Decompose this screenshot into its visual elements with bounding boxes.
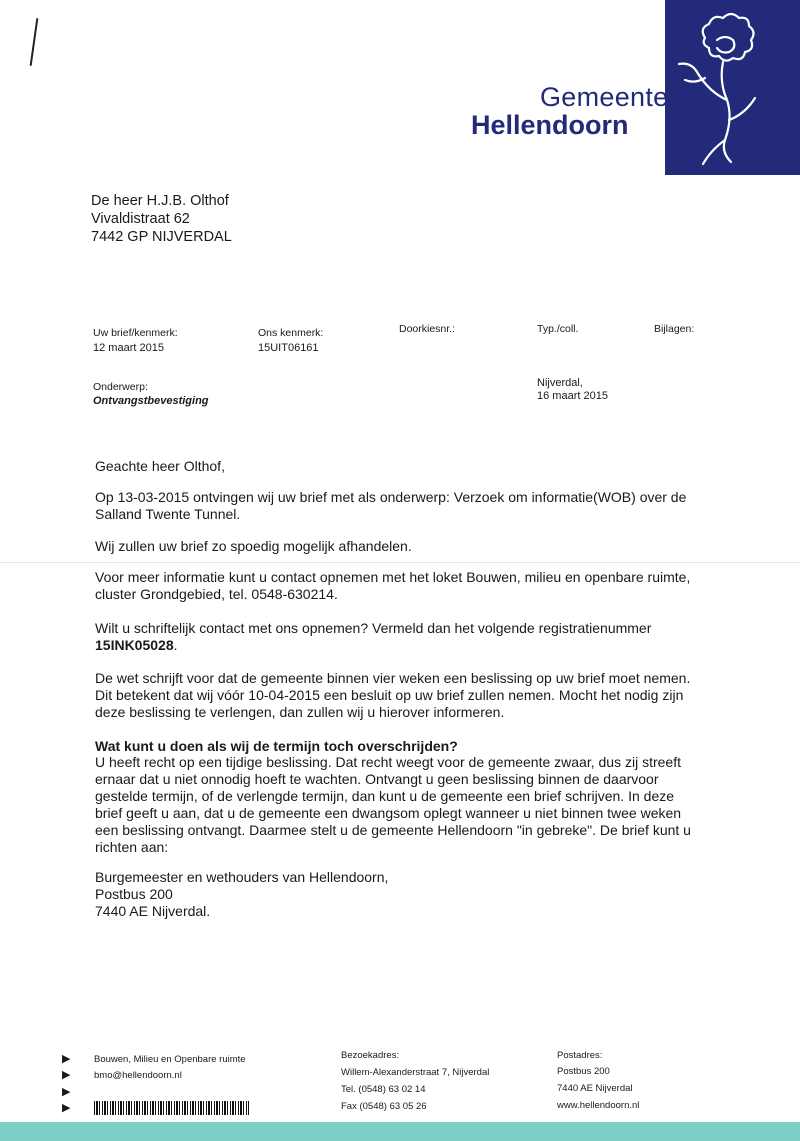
paragraph-6-line-5: een beslissing ontvangt. Daarmee stelt u de gemeente Hellendoorn "in gebreke". De brief kunt u — [95, 822, 691, 838]
paragraph-5 — [95, 670, 725, 721]
paragraph-6-line-1: U heeft recht op een tijdige beslissing. Dat recht weegt voor de gemeente zwaar, dus zij streeft — [95, 754, 681, 770]
footer-department: Bouwen, Milieu en Openbare ruimte — [94, 1054, 246, 1065]
registration-number: 15INK05028 — [95, 637, 174, 653]
paragraph-6-line-4: brief geeft u aan, dat u de gemeente een dwangsom oplegt wanneer u niet binnen twee weken — [95, 805, 682, 821]
logo-block — [665, 0, 800, 175]
uw-brief-label: Uw brief/kenmerk: — [93, 327, 178, 339]
recipient-name: De heer H.J.B. Olthof — [91, 193, 229, 209]
mail-to-line-3: 7440 AE Nijverdal. — [95, 903, 211, 919]
registration-line — [95, 637, 725, 654]
paragraph-4-line-1: Wilt u schriftelijk contact met ons opnemen? Vermeld dan het volgende registratienummer — [95, 620, 652, 636]
paragraph-6 — [95, 754, 725, 856]
visit-label: Bezoekadres: — [341, 1050, 400, 1061]
paragraph-6-line-6: richten aan: — [95, 839, 169, 855]
paper-fold-line — [0, 562, 800, 563]
footer-tel: Tel. (0548) 63 02 14 — [341, 1084, 426, 1095]
visit-address: Willem-Alexanderstraat 7, Nijverdal — [341, 1067, 490, 1078]
onderwerp-label: Onderwerp: — [93, 381, 148, 393]
post-label: Postadres: — [557, 1050, 603, 1061]
paragraph-3 — [95, 569, 725, 603]
letter-place: Nijverdal, — [537, 377, 583, 389]
mail-to-address — [95, 869, 725, 920]
doorkiesnr-label: Doorkiesnr.: — [399, 323, 456, 335]
post-box: Postbus 200 — [557, 1066, 610, 1077]
footer-website[interactable]: www.hellendoorn.nl — [557, 1100, 640, 1111]
footer-email[interactable]: bmo@hellendoorn.nl — [94, 1070, 182, 1081]
footer-arrow-icon: ▶ — [62, 1102, 71, 1114]
salutation: Geachte heer Olthof, — [95, 458, 225, 474]
typ-label: Typ./coll. — [537, 323, 579, 335]
paragraph-3-line-2: cluster Grondgebied, tel. 0548-630214. — [95, 586, 338, 602]
footer-arrow-icon: ▶ — [62, 1086, 71, 1098]
section-heading: Wat kunt u doen als wij de termijn toch overschrijden? — [95, 738, 458, 754]
mail-to-line-2: Postbus 200 — [95, 886, 173, 902]
recipient-city: 7442 GP NIJVERDAL — [91, 229, 232, 245]
paragraph-2: Wij zullen uw brief zo spoedig mogelijk afhandelen. — [95, 538, 412, 554]
footer-arrow-icon: ▶ — [62, 1069, 71, 1081]
paragraph-5-line-1: De wet schrijft voor dat de gemeente binnen vier weken een beslissing op uw brief moet nemen. — [95, 670, 691, 686]
recipient-street: Vivaldistraat 62 — [91, 211, 190, 227]
uw-brief-value: 12 maart 2015 — [93, 342, 164, 354]
paragraph-6-line-2: ernaar dat u niet onnodig hoeft te wachten. Ontvangt u geen beslissing binnen de daarvoor — [95, 771, 659, 787]
logo-hellendoorn: Hellendoorn — [471, 110, 629, 140]
registration-suffix: . — [173, 637, 178, 653]
paragraph-1 — [95, 489, 725, 523]
mail-to-line-1: Burgemeester en wethouders van Hellendoorn, — [95, 869, 389, 885]
pen-mark — [30, 18, 39, 66]
paragraph-6-line-3: gestelde termijn, of de verlengde termijn, dan kunt u de gemeente een brief schrijven. In deze — [95, 788, 675, 804]
paragraph-4 — [95, 620, 725, 654]
paragraph-1-line-1: Op 13-03-2015 ontvingen wij uw brief met als onderwerp: Verzoek om informatie(WOB) over de — [95, 489, 687, 505]
onderwerp-value: Ontvangstbevestiging — [93, 395, 209, 407]
paragraph-1-line-2: Salland Twente Tunnel. — [95, 506, 241, 522]
ons-kenmerk-label: Ons kenmerk: — [258, 327, 324, 339]
ons-kenmerk-value: 15UIT06161 — [258, 342, 319, 354]
footer-arrow-icon: ▶ — [62, 1053, 71, 1065]
letter-date: 16 maart 2015 — [537, 390, 608, 402]
post-city: 7440 AE Nijverdal — [557, 1083, 633, 1094]
recipient-address — [91, 192, 232, 246]
barcode — [94, 1101, 249, 1115]
paragraph-5-line-2: Dit betekent dat wij vóór 10-04-2015 een besluit op uw brief zullen nemen. Mocht het nodig zijn — [95, 687, 684, 703]
paragraph-5-line-3: deze beslissing te verlengen, dan zullen wij u hierover informeren. — [95, 704, 505, 720]
tree-figure-emblem-icon — [665, 0, 800, 175]
logo-gemeente: Gemeente — [540, 82, 669, 112]
bijlagen-label: Bijlagen: — [654, 323, 695, 335]
paragraph-3-line-1: Voor meer informatie kunt u contact opnemen met het loket Bouwen, milieu en openbare ruimte, — [95, 569, 691, 585]
footer-fax: Fax (0548) 63 05 26 — [341, 1101, 427, 1112]
footer-color-band — [0, 1122, 800, 1141]
